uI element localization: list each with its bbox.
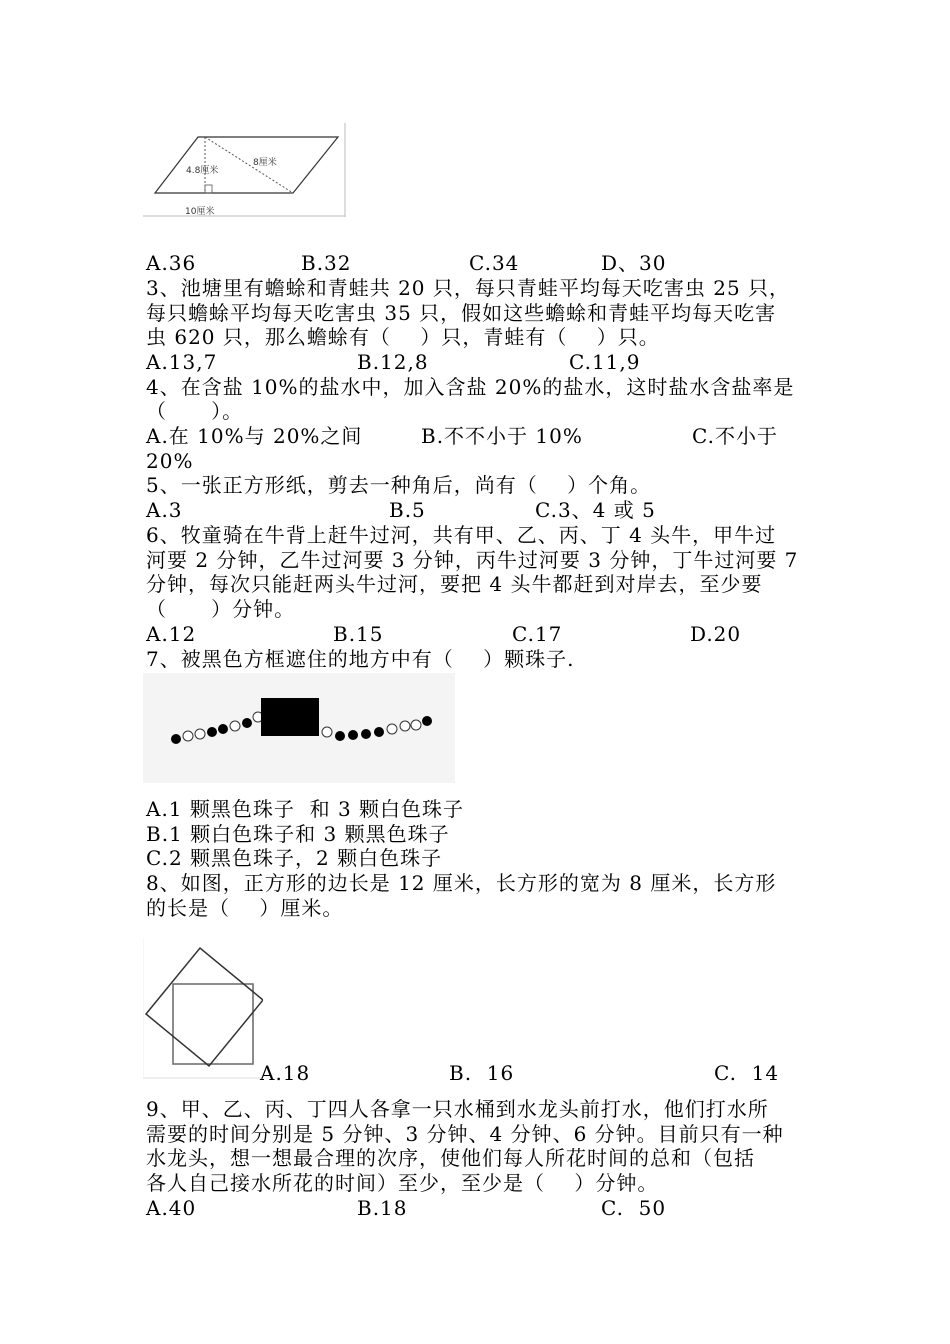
diagonal-label: 8厘米 [253, 158, 277, 168]
height-label: 4.8厘米 [186, 166, 219, 176]
q8-option-b: B. 16 [449, 1061, 515, 1085]
q3-option-b: B.12,8 [357, 350, 429, 374]
q4-line-1: 4、在含盐 10%的盐水中，加入含盐 20%的盐水，这时盐水含盐率是 [146, 375, 795, 399]
parallelogram-figure [143, 123, 348, 219]
bead-black [171, 734, 181, 744]
q2-option-c: C.34 [469, 251, 520, 275]
beads-figure [143, 673, 455, 783]
q4-option-b: B.不不小于 10% [421, 424, 583, 448]
q6-line-2: 河要 2 分钟，乙牛过河要 3 分钟，丙牛过河要 3 分钟，丁牛过河要 7 [146, 548, 799, 572]
q5-option-a: A.3 [146, 498, 183, 522]
q3-line-1: 3、池塘里有蟾蜍和青蛙共 20 只，每只青蛙平均每天吃害虫 25 只， [146, 276, 791, 300]
q7-option-a: A.1 颗黑色珠子 和 3 颗白色珠子 [146, 797, 465, 821]
q4-line-2: （ ）。 [146, 399, 244, 423]
parallelogram-shape [155, 137, 338, 193]
q6-line-3: 分钟，每次只能赶两头牛过河，要把 4 头牛都赶到对岸去，至少要 [146, 572, 763, 596]
bead-white [322, 727, 332, 737]
bead-black [348, 730, 358, 740]
q4-option-c-wrap: 20% [146, 449, 194, 473]
q3-line-3: 虫 620 只，那么蟾蜍有（ ）只，青蛙有（ ）只。 [146, 325, 660, 349]
square-rectangle-figure [143, 938, 263, 1082]
bead-black [422, 716, 432, 726]
q9-line-1: 9、甲、乙、丙、丁四人各拿一只水桶到水龙头前打水，他们打水所 [146, 1097, 769, 1121]
base-label: 10厘米 [185, 207, 215, 217]
bead-white [387, 724, 397, 734]
q2-option-b: B.32 [301, 251, 352, 275]
q3-option-a: A.13,7 [146, 350, 218, 374]
q8-option-c: C. 14 [714, 1061, 780, 1085]
q8-line-2: 的长是（ ）厘米。 [146, 896, 344, 920]
q9-line-4: 各人自己接水所花的时间）至少，至少是（ ）分钟。 [146, 1171, 659, 1195]
q9-line-3: 水龙头，想一想最合理的次序，使他们每人所花时间的总和（包括 [146, 1146, 755, 1170]
black-cover-box [261, 698, 319, 736]
square-shape [173, 984, 253, 1064]
q7-option-b: B.1 颗白色珠子和 3 颗黑色珠子 [146, 822, 450, 846]
q7-option-c: C.2 颗黑色珠子，2 颗白色珠子 [146, 846, 443, 870]
q5-option-b: B.5 [389, 498, 426, 522]
q6-option-a: A.12 [146, 622, 197, 646]
rectangle-shape [146, 948, 263, 1066]
q5-text: 5、一张正方形纸，剪去一种角后，尚有（ ）个角。 [146, 473, 652, 497]
q4-option-c: C.不小于 [692, 424, 778, 448]
q9-option-c: C. 50 [601, 1196, 667, 1220]
bead-white [411, 720, 421, 730]
q8-line-1: 8、如图，正方形的边长是 12 厘米，长方形的宽为 8 厘米，长方形 [146, 871, 777, 895]
q3-line-2: 每只蟾蜍平均每天吃害虫 35 只，假如这些蟾蜍和青蛙平均每天吃害 [146, 301, 777, 325]
bead-black [218, 724, 228, 734]
q5-option-c: C.3、4 或 5 [535, 498, 656, 522]
q6-option-b: B.15 [333, 622, 384, 646]
q9-option-b: B.18 [357, 1196, 408, 1220]
bead-white [230, 721, 240, 731]
bead-black [207, 727, 217, 737]
q6-line-4: （ ）分钟。 [146, 597, 296, 621]
q6-option-c: C.17 [512, 622, 563, 646]
bead-black [335, 731, 345, 741]
q6-line-1: 6、牧童骑在牛背上赶牛过河，共有甲、乙、丙、丁 4 头牛，甲牛过 [146, 523, 777, 547]
bead-white [183, 731, 193, 741]
bead-white [400, 721, 410, 731]
q2-option-d: D、30 [601, 251, 667, 275]
diagonal-line [205, 137, 293, 193]
bead-black [374, 727, 384, 737]
q9-option-a: A.40 [146, 1196, 197, 1220]
bead-black [242, 718, 252, 728]
q8-option-a: A.18 [260, 1061, 311, 1085]
q3-option-c: C.11,9 [569, 350, 641, 374]
q7-text: 7、被黑色方框遮住的地方中有（ ）颗珠子. [146, 647, 575, 671]
bead-white [195, 729, 205, 739]
bead-black [361, 729, 371, 739]
q6-option-d: D.20 [690, 622, 742, 646]
q4-option-a: A.在 10%与 20%之间 [146, 424, 363, 448]
q9-line-2: 需要的时间分别是 5 分钟、3 分钟、4 分钟、6 分钟。目前只有一种 [146, 1122, 784, 1146]
q2-option-a: A.36 [146, 251, 197, 275]
